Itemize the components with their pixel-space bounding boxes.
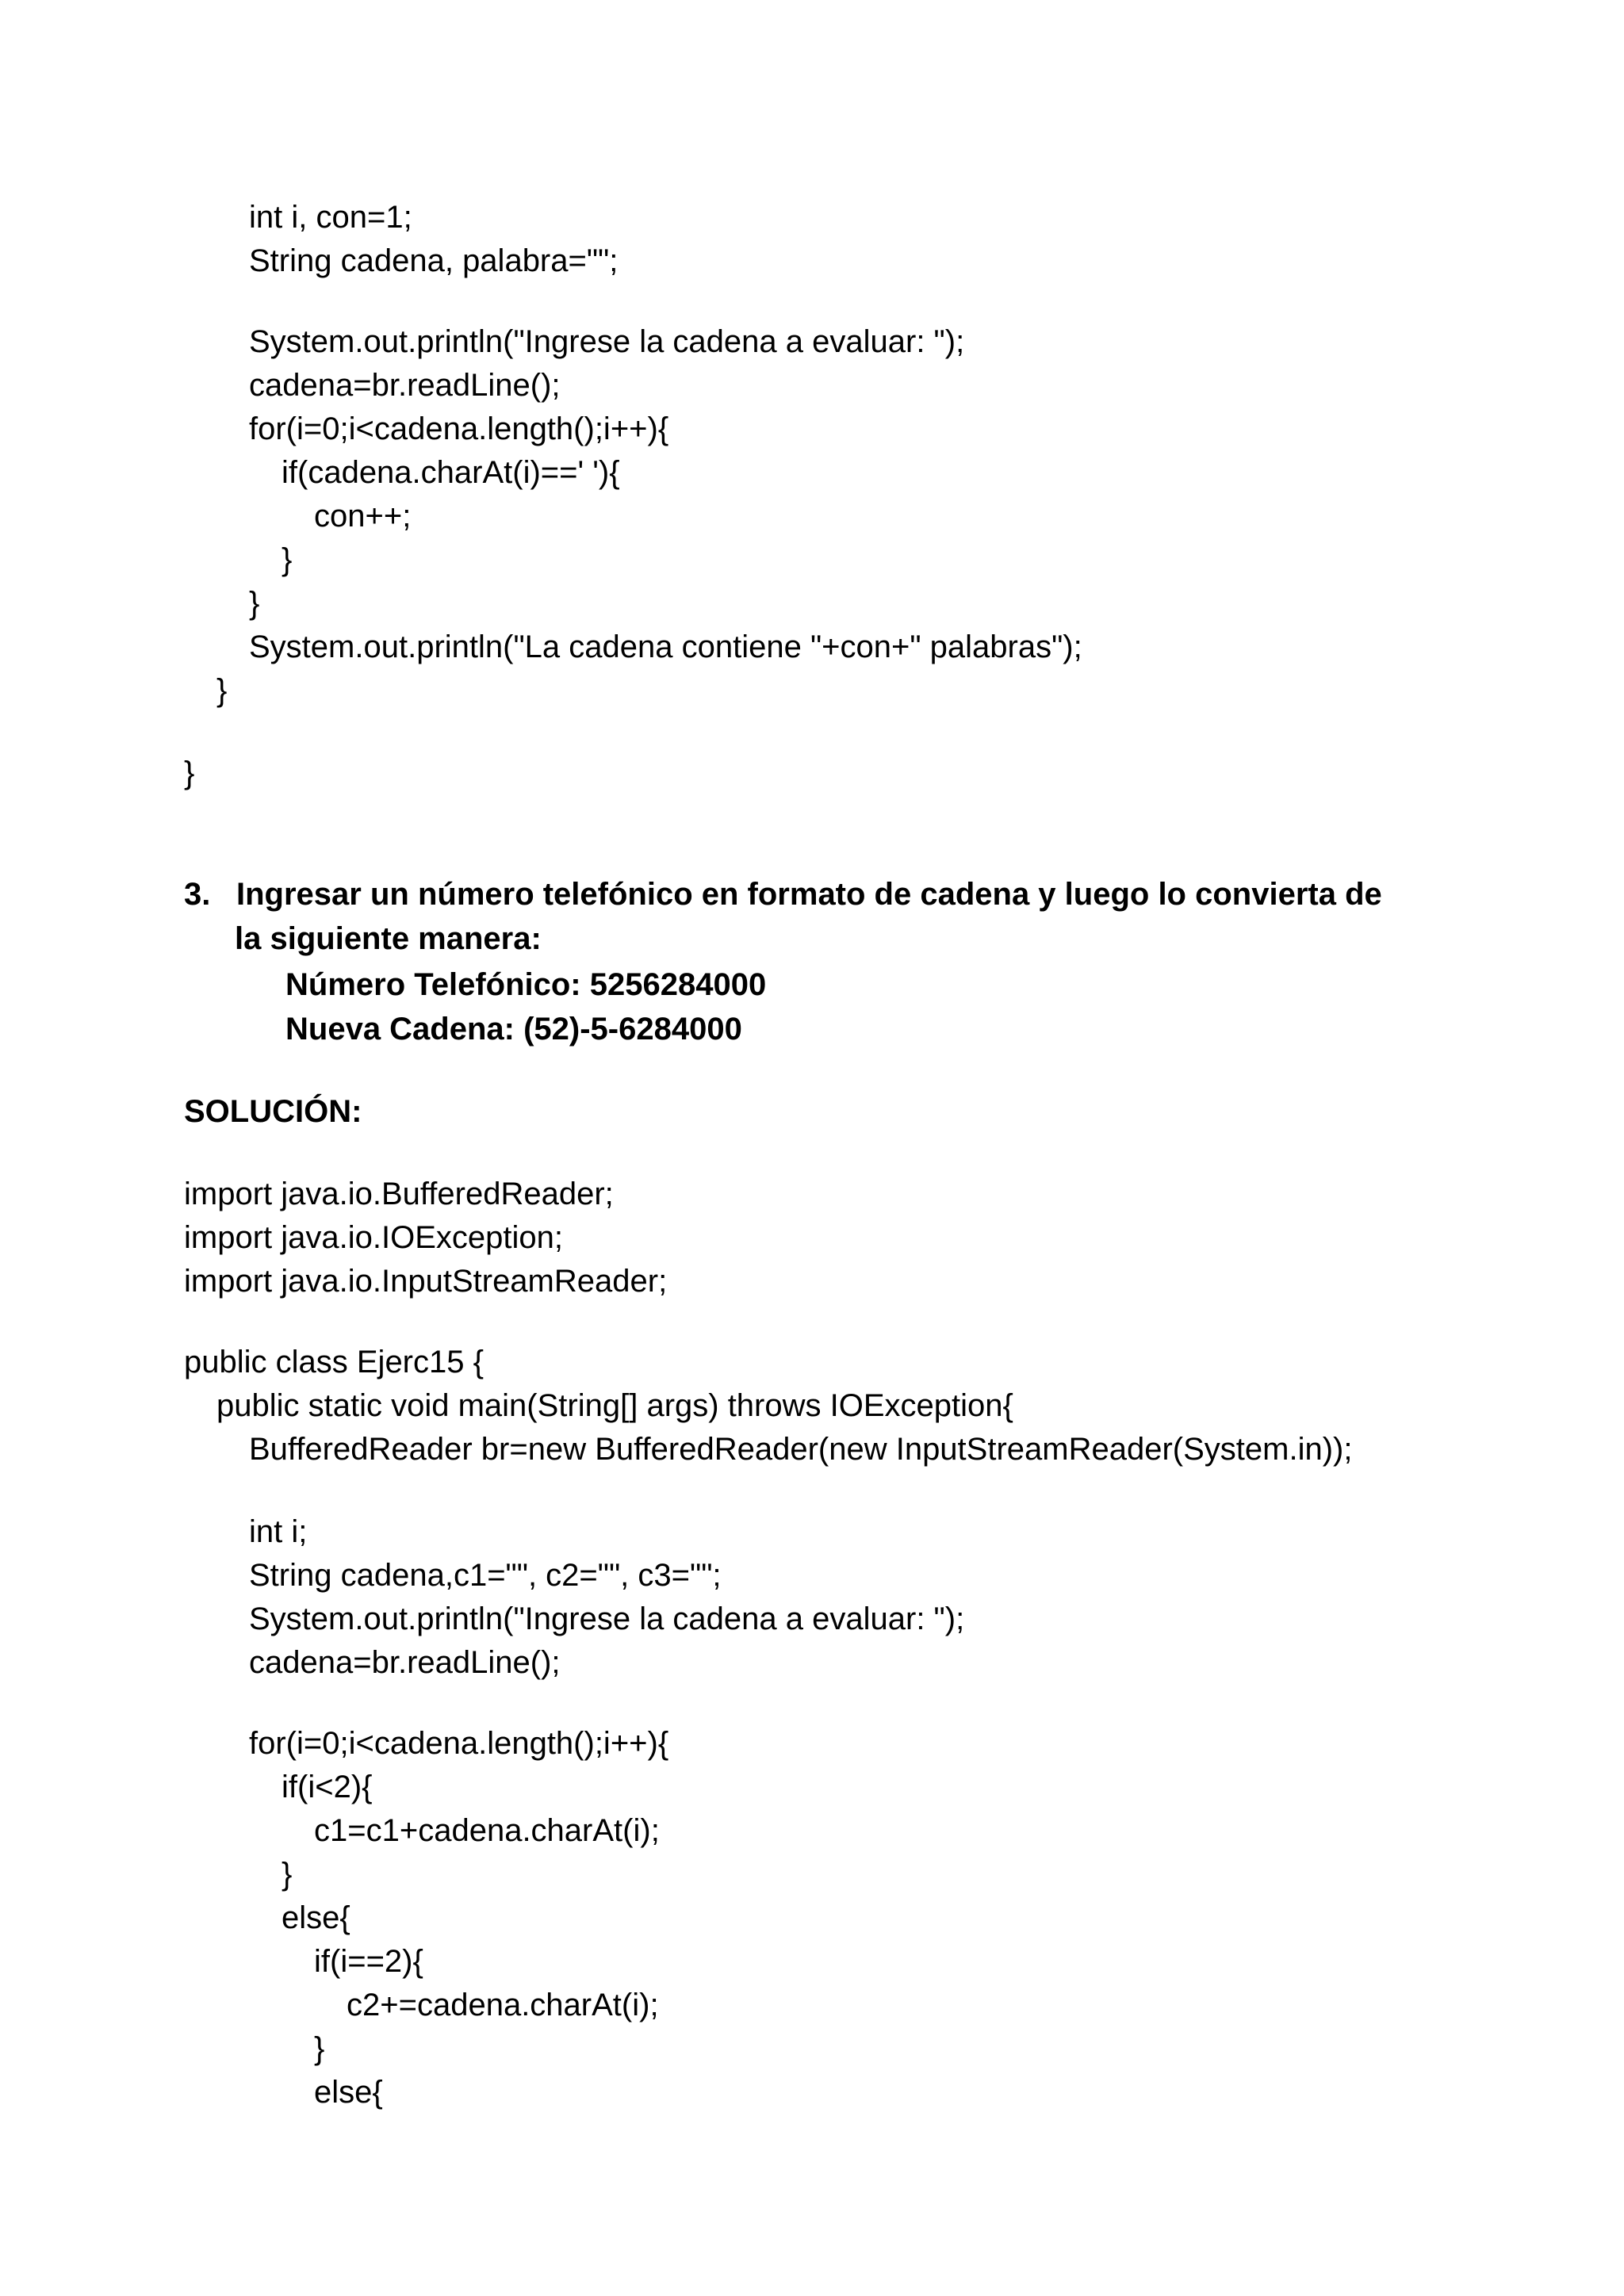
code-line: if(cadena.charAt(i)==' '){ [282,455,620,490]
code-line: c1=c1+cadena.charAt(i); [314,1813,660,1848]
code-line: String cadena, palabra=""; [249,243,619,278]
code-line: } [314,2031,325,2066]
exercise-example-line: Número Telefónico: 5256284000 [285,967,767,1002]
code-line: System.out.println("La cadena contiene "+con+" palabras"); [249,629,1082,664]
code-line: c2+=cadena.charAt(i); [347,1988,659,2022]
code-line: public class Ejerc15 { [184,1345,484,1380]
code-line: cadena=br.readLine(); [249,368,561,403]
code-line: BufferedReader br=new BufferedReader(new InputStreamReader(System.in)); [249,1432,1353,1467]
code-line: } [249,586,260,621]
code-line: } [184,756,195,790]
code-line: } [282,1857,293,1892]
code-line: import java.io.BufferedReader; [184,1177,614,1211]
code-line: con++; [314,499,412,534]
code-line: if(i==2){ [314,1944,423,1979]
code-line: System.out.println("Ingrese la cadena a evaluar: "); [249,1601,965,1636]
code-line: if(i<2){ [282,1770,373,1804]
code-line: String cadena,c1="", c2="", c3=""; [249,1558,722,1593]
code-line: for(i=0;i<cadena.length();i++){ [249,1726,669,1761]
code-line: int i, con=1; [249,200,412,235]
solution-heading: SOLUCIÓN: [184,1094,362,1129]
code-line: } [282,542,293,577]
code-line: cadena=br.readLine(); [249,1645,561,1680]
code-line: else{ [282,1900,350,1935]
code-line: import java.io.IOException; [184,1220,563,1255]
code-line: import java.io.InputStreamReader; [184,1264,668,1299]
code-line: System.out.println("Ingrese la cadena a evaluar: "); [249,324,965,359]
code-line: } [216,673,228,708]
code-line: int i; [249,1514,308,1549]
exercise-statement-line: la siguiente manera: [235,921,542,956]
code-line: for(i=0;i<cadena.length();i++){ [249,411,669,446]
code-line: else{ [314,2075,383,2110]
exercise-statement-line: Ingresar un número telefónico en formato de cadena y luego lo convierta de [236,877,1382,912]
exercise-number: 3. [184,877,211,912]
exercise-example-line: Nueva Cadena: (52)-5-6284000 [285,1012,742,1047]
code-line: public static void main(String[] args) throws IOException{ [216,1388,1013,1423]
